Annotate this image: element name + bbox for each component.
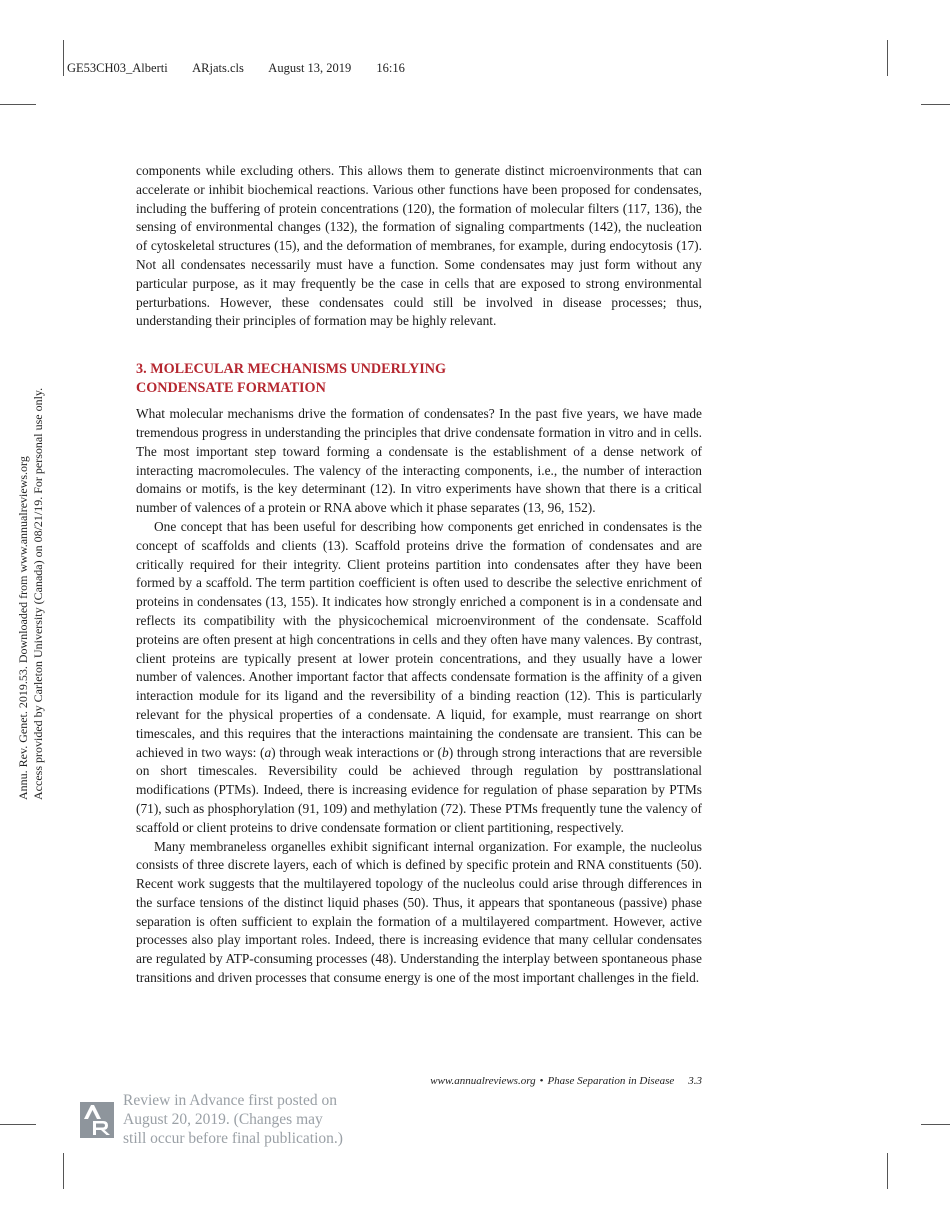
download-notice-line1: Annu. Rev. Genet. 2019.53. Downloaded from www.annualreviews.org xyxy=(16,456,30,800)
paragraph-text: One concept that has been useful for describing how components get enriched in condensates is the concept of scaffolds and clients (13). Scaffold proteins drive the formation of condensates and are critically required for their integrity. Client proteins partition into condensates after they have been formed by a scaffold. The term partition coefficient is often used to describe the selective enrichment of proteins in condensates (13, 155). It indicates how strongly enriched a component is in a condensate and reflects its compatibility with the physicochemical microenvironment of the condensate. Scaffold proteins are often present at high concentrations in cells and they often have many valences. By contrast, client proteins are typically present at lower protein concentrations, and they usually have a lower number of valences. Another important factor that affects condensate formation is the affinity of a given interaction module for its ligand and the reversibility of a binding reaction (12). This is particularly relevant for the physical properties of a condensate. A liquid, for example, must rearrange on short timescales, and this requires that the interactions maintaining the condensate are transient. This can be achieved in two ways: ( xyxy=(136,518,702,760)
page-footer xyxy=(136,1075,702,1087)
paragraph: Many membraneless organelles exhibit significant internal organization. For example, the nucleolus consists of three discrete layers, each of which is defined by specific protein and RNA constituents (50). Recent work suggests that the multilayered topology of the nucleolus could arise through differences in the surface tensions of the distinct liquid phases (50). Thus, it appears that spontaneous (passive) phase separation is often sufficient to explain the formation of a multilayered compartment. However, active processes also play important roles. Indeed, there is increasing evidence that many cellular condensates are regulated by ATP-consuming processes (48). Understanding the interplay between spontaneous phase transitions and driven processes that consume energy is one of the most important challenges in the field. xyxy=(136,838,702,986)
paragraph xyxy=(136,518,702,838)
header-time: 16:16 xyxy=(376,61,405,75)
annual-reviews-logo-icon xyxy=(80,1102,114,1138)
crop-mark xyxy=(921,104,950,105)
section-heading xyxy=(136,360,702,398)
crop-mark xyxy=(63,1153,64,1189)
page-number: 3.3 xyxy=(688,1075,702,1087)
running-title: Phase Separation in Disease xyxy=(547,1075,675,1087)
paragraph-text: ) through strong interactions that are reversible on short timescales. Reversibility could be achieved through regulation by posttranslational modifications (PTMs). Indeed, there is increasing evidence for regulation of phase separation by PTMs (71), such as phosphorylation (91, 109) and methylation (72). These PTMs frequently tune the valency of scaffold or client proteins to drive condensate formation or client partitioning, respectively. xyxy=(136,744,702,835)
paragraph: components while excluding others. This allows them to generate distinct microenvironments that can accelerate or inhibit biochemical reactions. Various other functions have been proposed for condensates, including the buffering of protein concentrations (120), the formation of molecular filters (117, 136), the sensing of environmental changes (132), the formation of signaling compartments (142), the nucleation of cytoskeletal structures (15), and the deformation of membranes, for example, during endocytosis (17). Not all condensates necessarily must have a function. Some condensates may just form without any particular purpose, as it may frequently be the case in cells that are exposed to strong environmental perturbations. However, these condensates could still be involved in disease processes; thus, understanding their principles of formation may be highly relevant. xyxy=(136,163,702,329)
crop-mark xyxy=(63,40,64,76)
review-note-line: August 20, 2019. (Changes may xyxy=(123,1111,323,1128)
journal-code: GE53CH03_Alberti xyxy=(67,61,168,75)
paragraph-text: ) through weak interactions or ( xyxy=(271,744,442,760)
bullet: • xyxy=(539,1075,544,1087)
download-notice xyxy=(16,387,46,800)
running-header xyxy=(67,61,427,76)
download-notice-line2: Access provided by Carleton University (Canada) on 08/21/19. For personal use only. xyxy=(31,387,45,800)
crop-mark xyxy=(921,1124,950,1125)
article-body xyxy=(136,162,702,988)
review-note-line: Review in Advance first posted on xyxy=(123,1092,337,1109)
journal-url: www.annualreviews.org xyxy=(430,1075,536,1087)
crop-mark xyxy=(0,104,36,105)
list-label: a xyxy=(264,744,272,760)
header-date: August 13, 2019 xyxy=(268,61,352,75)
list-label: b xyxy=(441,744,449,760)
crop-mark xyxy=(887,1153,888,1189)
class-file: ARjats.cls xyxy=(192,61,244,75)
section-heading-line: 3. MOLECULAR MECHANISMS UNDERLYING xyxy=(136,361,447,378)
review-in-advance-note xyxy=(123,1091,343,1148)
paragraph: What molecular mechanisms drive the formation of condensates? In the past five years, we have made tremendous progress in understanding the principles that drive condensate formation in vitro and in cells. The most important step toward forming a condensate is the establishment of a dense network of interacting macromolecules. The valency of the interacting components, i.e., the number of interaction domains or motifs, is the key determinant (12). In vitro experiments have shown that there is a critical number of valences of a protein or RNA above which it phase separates (13, 96, 152). xyxy=(136,406,702,516)
section-heading-line: CONDENSATE FORMATION xyxy=(136,380,326,397)
review-note-line: still occur before final publication.) xyxy=(123,1130,343,1147)
crop-mark xyxy=(887,40,888,76)
crop-mark xyxy=(0,1124,36,1125)
